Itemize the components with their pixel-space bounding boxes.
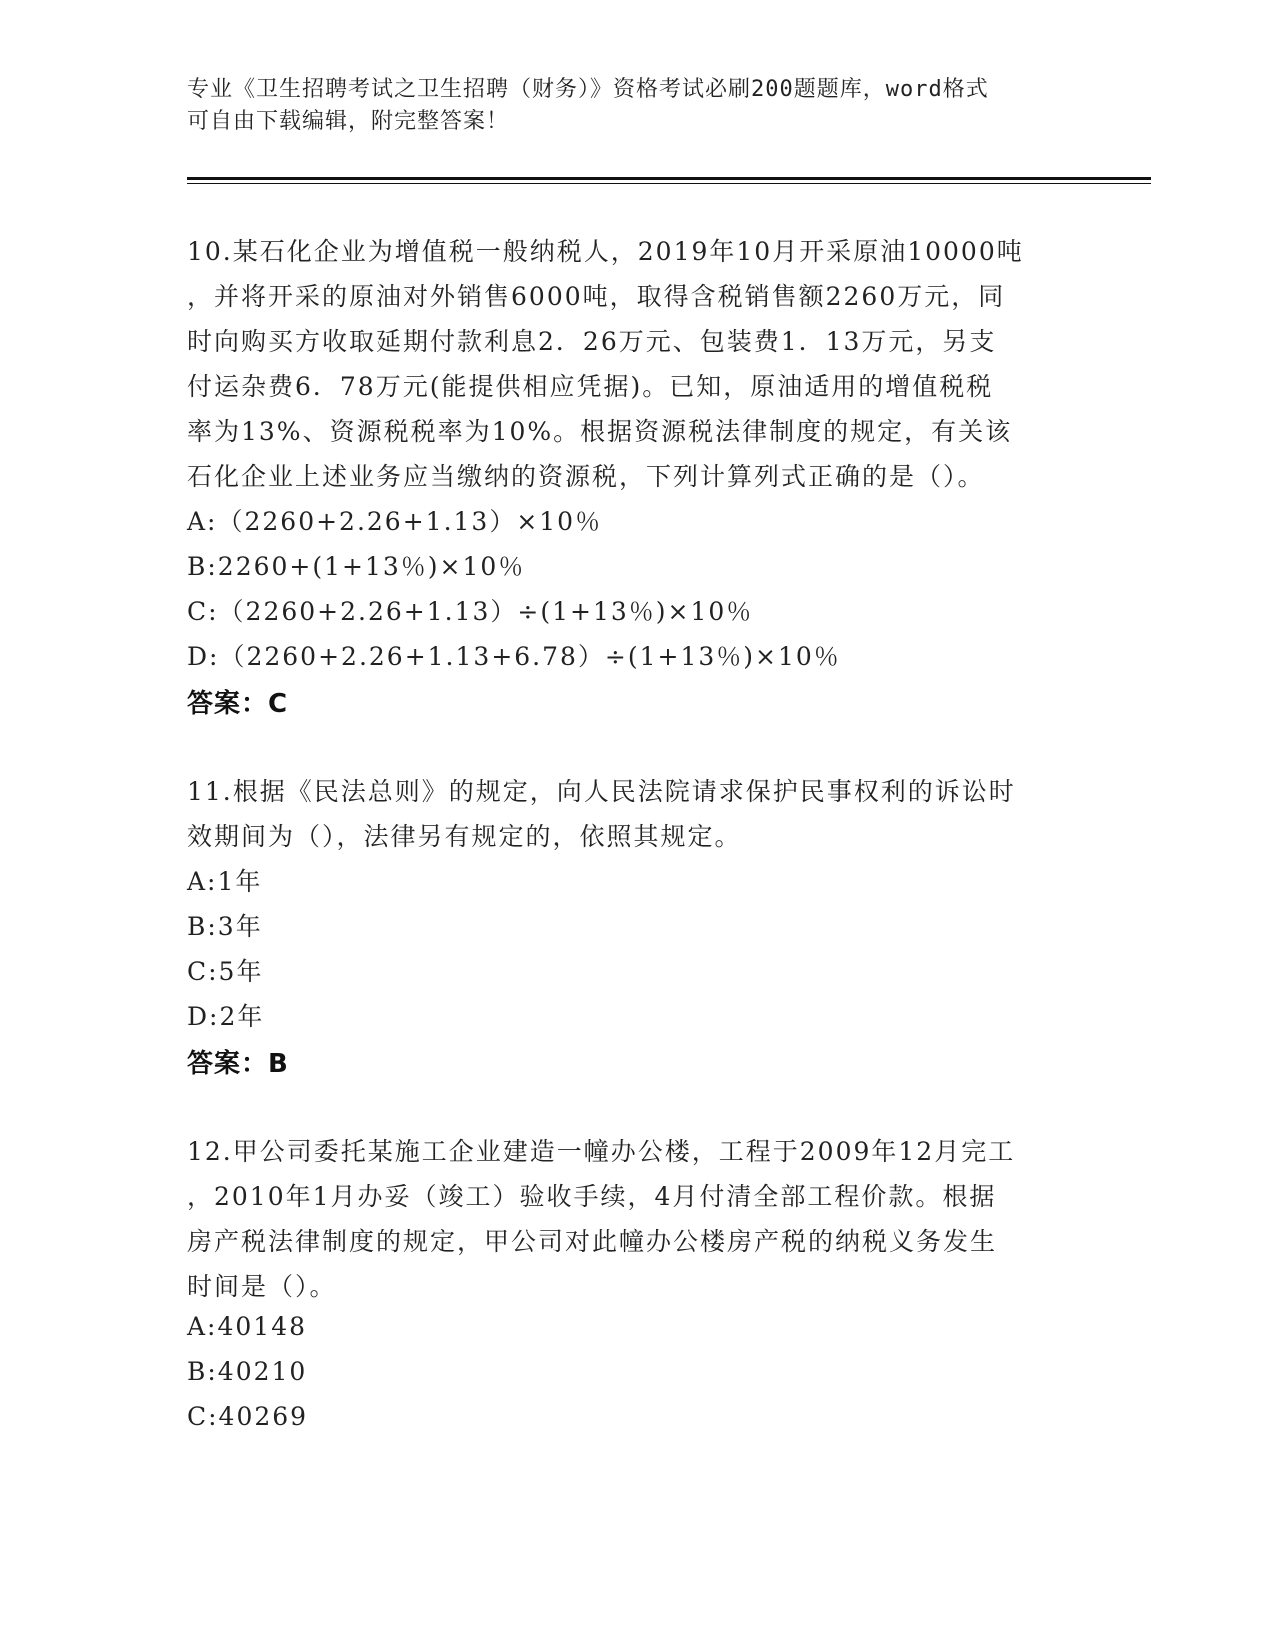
question-stem-line: 10.某石化企业为增值税一般纳税人，2019年10月开采原油10000吨 [187,237,1024,266]
option-c: C:（2260+2.26+1.13）÷(1+13％)×10％ [187,597,754,626]
question-stem-line: 石化企业上述业务应当缴纳的资源税，下列计算列式正确的是（）。 [187,462,985,491]
option-d: D:2年 [187,1002,265,1031]
answer-label: 答案：B [187,1049,289,1079]
question-stem-line: 11.根据《民法总则》的规定，向人民法院请求保护民事权利的诉讼时 [187,777,1016,806]
option-a: A:1年 [187,867,263,896]
option-b: B:3年 [187,912,263,941]
answer-label: 答案：C [187,689,289,719]
option-b: B:40210 [187,1357,308,1386]
option-d: D:（2260+2.26+1.13+6.78）÷(1+13％)×10％ [187,642,841,671]
header-line-2: 可自由下载编辑，附完整答案！ [187,109,510,134]
option-c: C:40269 [187,1402,309,1431]
option-b: B:2260+(1+13％)×10％ [187,552,526,581]
question-stem-line: 12.甲公司委托某施工企业建造一幢办公楼，工程于2009年12月完工 [187,1137,1016,1166]
header-divider-thick [187,177,1151,180]
question-stem-line: 付运杂费6．78万元(能提供相应凭据)。已知，原油适用的增值税税 [187,372,994,401]
document-header [187,74,1067,138]
question-stem-line: ，2010年1月办妥（竣工）验收手续，4月付清全部工程价款。根据 [187,1182,997,1211]
option-c: C:5年 [187,957,264,986]
option-a: A:（2260+2.26+1.13）×10％ [187,507,603,536]
question-stem-line: ，并将开采的原油对外销售6000吨，取得含税销售额2260万元，同 [187,282,1006,311]
option-a: A:40148 [187,1312,308,1341]
header-divider-thin [187,183,1151,184]
question-stem-line: 时间是（）。 [187,1272,337,1301]
question-stem-line: 房产税法律制度的规定，甲公司对此幢办公楼房产税的纳税义务发生 [187,1227,998,1256]
question-stem-line: 效期间为（），法律另有规定的，依照其规定。 [187,822,742,851]
question-stem-line: 时向购买方收取延期付款利息2．26万元、包装费1．13万元，另支 [187,327,997,356]
header-line-1: 专业《卫生招聘考试之卫生招聘（财务）》资格考试必刷200题题库，word格式 [187,77,989,102]
question-stem-line: 率为13%、资源税税率为10%。根据资源税法律制度的规定，有关该 [187,417,1013,446]
